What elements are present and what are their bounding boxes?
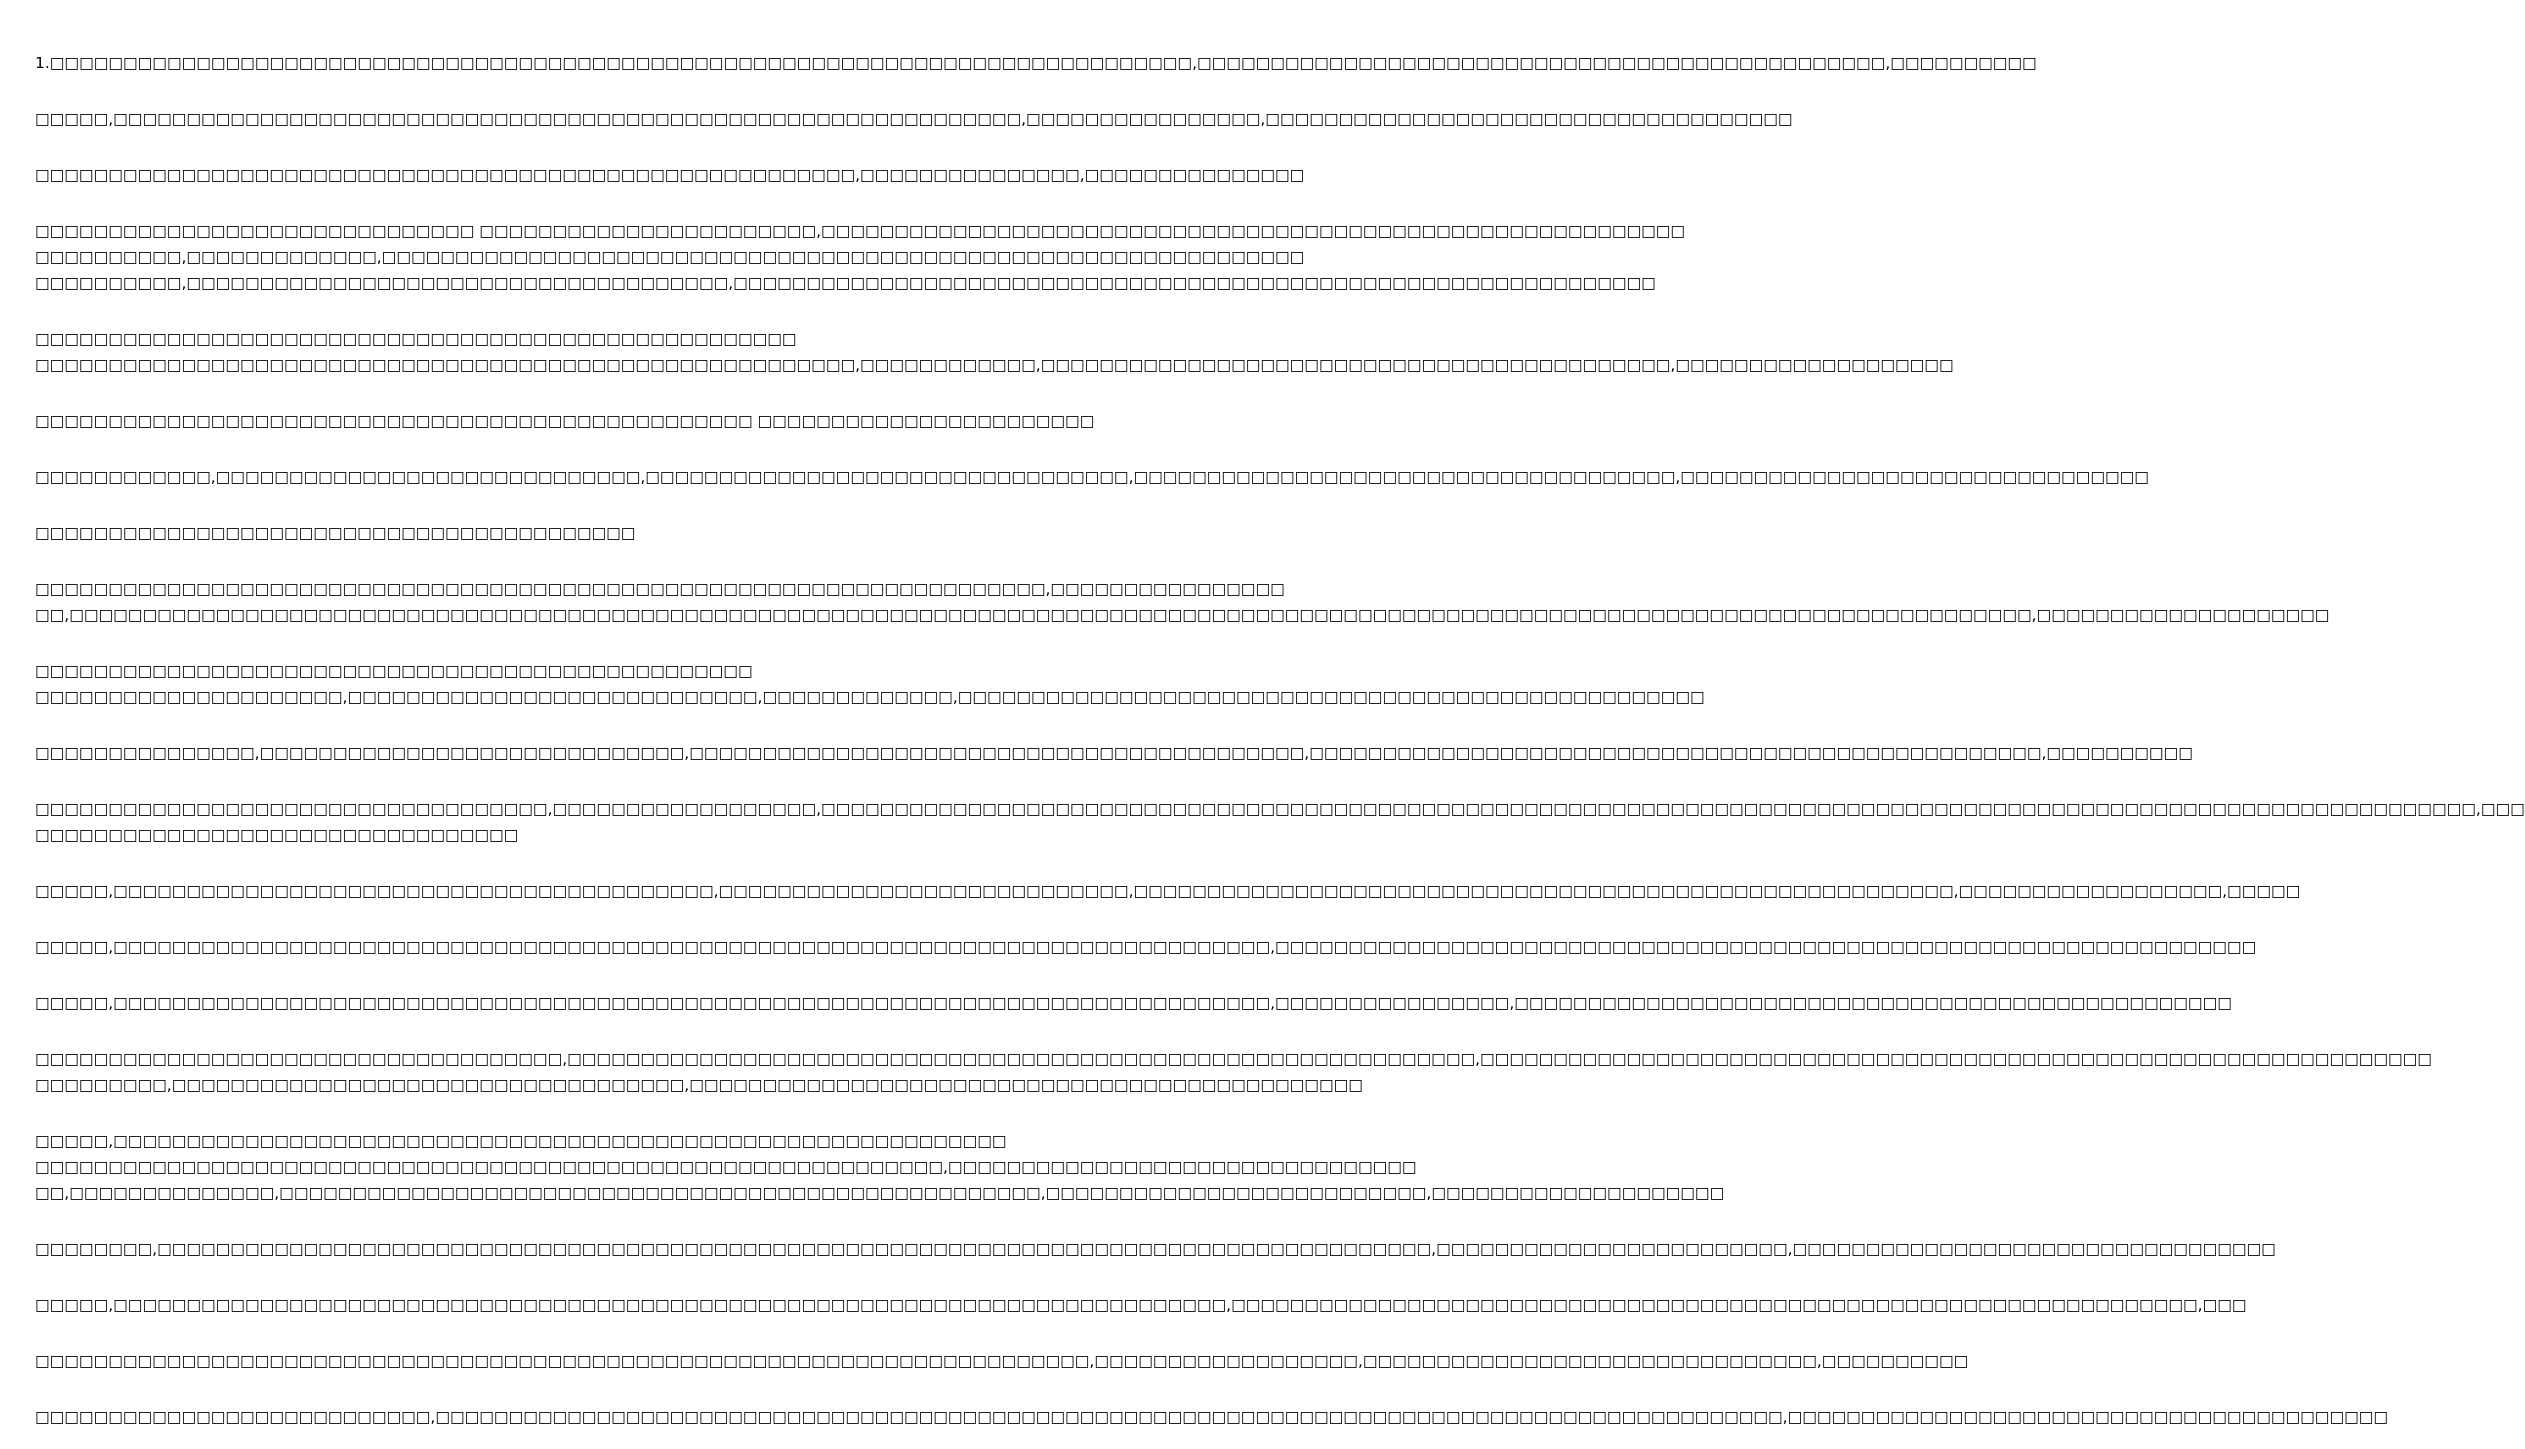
text-line: □□,□□□□□□□□□□□□□□□□□□□□□□□□□□□□□□□□□□□□□□□□□□□□□□□□□□□□□□□□□□□□□□□□□□□□□□□□□□□□□□□□□□□□□□□□□□□□□□□□□□□□□□□□□□□□□□□□□□□□□□□□□□□□□□□□□□□□□□,□□□□□□□□□□□□□□□□□□□□ bbox=[35, 606, 2330, 624]
paragraph bbox=[35, 1348, 1969, 1374]
paragraph bbox=[35, 326, 1954, 378]
paragraph bbox=[35, 576, 2330, 628]
text-line: □□□□□□□□□□□□□□□□□□□□□□□□□□□□□□□□□□□□□□□□□□□□□□□□□□□□□□□□,□□□□□□□□□□□□□□□,□□□□□□□□□□□□□□□ bbox=[35, 166, 1305, 184]
text-line: □□□□□□□□□□□□□□□□□□□□□□□□□□□□□□□□□ bbox=[35, 826, 519, 844]
paragraph-spacer bbox=[35, 766, 990, 796]
paragraph bbox=[35, 1046, 2432, 1098]
text-line: □□□□□□□□□□□□□□□□□□□□□□□□□□□□□□□□□□□□□□□□□□□□□□□□□□□□□□□□□□□□□□□□□□□□□,□□□□□□□□□□□□□□□□ bbox=[35, 580, 1285, 598]
paragraph-spacer bbox=[35, 848, 990, 878]
text-line: □□□□□□□□□□□□□□□□□□□□□□□□□□□□□□ □□□□□□□□□□□□□□□□□□□□□□□,□□□□□□□□□□□□□□□□□□□□□□□□□□□□□□□□□□□□□□□□□□□□□□□□□□□□□□□□□□□ bbox=[35, 222, 1686, 240]
paragraph-spacer bbox=[35, 1016, 990, 1046]
paragraph-spacer bbox=[35, 1374, 990, 1404]
paragraph bbox=[35, 1236, 2276, 1262]
paragraph bbox=[35, 218, 1686, 296]
paragraph-spacer bbox=[35, 1318, 990, 1348]
text-line: □□□□□□□□□□□□□□□□□□□□□□□□□□□□□□□□□□□□□□□□□□□□□□□□□□□□ bbox=[35, 330, 797, 348]
text-line: □□□□□,□□□□□□□□□□□□□□□□□□□□□□□□□□□□□□□□□□□□□□□□□□□□□□□□□□□□□□□□□□□□□ bbox=[35, 1132, 1007, 1150]
paragraph bbox=[35, 520, 990, 546]
paragraph-spacer bbox=[35, 1206, 990, 1236]
paragraph bbox=[35, 1292, 2247, 1318]
paragraph bbox=[35, 878, 2301, 904]
text-line: □□□□□□□□□□□□□□□□□□□□□□□□□□□□□□□□□□□□□□□□□□□□□□□□□ bbox=[35, 662, 753, 680]
text-line: 1.□□□□□□□□□□□□□□□□□□□□□□□□□□□□□□□□□□□□□□□□□□□□□□□□□□□□□□□□□□□□□□□□□□□□□□□□□□□□□□,□□□□□□□□□□□□□□□□□□□□□□□□□□□□□□□□□□□□□□□□□□□□□□□,□□□□□□□□□□ bbox=[35, 54, 2037, 72]
text-line: □□□□□□□□□□□□□□□,□□□□□□□□□□□□□□□□□□□□□□□□□□□□□,□□□□□□□□□□□□□□□□□□□□□□□□□□□□□□□□□□□□□□□□□□,□□□□□□□□□□□□□□□□□□□□□□□□□□□□□□□□□□□□□□□□□□□□□□□□□□,□□□□□□□□□□ bbox=[35, 744, 2193, 762]
text-line: □□□□□□□□□□,□□□□□□□□□□□□□□□□□□□□□□□□□□□□□□□□□□□□□,□□□□□□□□□□□□□□□□□□□□□□□□□□□□□□□□□□□□□□□□□□□□□□□□□□□□□□□□□□□□□□□ bbox=[35, 274, 1656, 292]
paragraph bbox=[35, 796, 2525, 848]
text-line: □□□□□□□□□□□□□□□□□□□□□□□□□□□□□□□□□□□□□□□□□ bbox=[35, 524, 636, 542]
text-line: □□□□□,□□□□□□□□□□□□□□□□□□□□□□□□□□□□□□□□□□□□□□□□□□□□□□□□□□□□□□□□□□□□□□□□□□□□□□□□□□□□,□□□□□□□□□□□□□□□□□□□□□□□□□□□□□□□□□□□□□□□□□□□□□□□□□□□□□□□□□□□□□□□□□□,□□□ bbox=[35, 1296, 2247, 1314]
paragraph bbox=[35, 464, 2149, 490]
text-line: □□□□□,□□□□□□□□□□□□□□□□□□□□□□□□□□□□□□□□□□□□□□□□□□□□□□□□□□□□□□□□□□□□□□□□□□□□□□□□□□□□□□□,□□□□□□□□□□□□□□□□,□□□□□□□□□□□□□□□□□□□□□□□□□□□□□□□□□□□□□□□□□□□□□□□□□ bbox=[35, 994, 2232, 1012]
paragraph-spacer bbox=[35, 378, 990, 408]
paragraph-spacer bbox=[35, 1098, 990, 1128]
paragraph bbox=[35, 934, 2257, 960]
paragraph bbox=[35, 50, 2037, 76]
paragraph bbox=[35, 106, 1793, 132]
paragraph-spacer bbox=[35, 296, 990, 326]
text-line: □□□□□□□□□□□□□□□□□□□□□□□□□□□□□□□□□□□□□□□□□□□□□□□□□□□□□□□□□□□□□□□□□□□□□□□□,□□□□□□□□□□□□□□□□□□,□□□□□□□□□□□□□□□□□□□□□□□□□□□□□□□,□□□□□□□□□□ bbox=[35, 1352, 1969, 1370]
paragraph bbox=[35, 658, 1705, 710]
paragraph-spacer bbox=[35, 1262, 990, 1292]
paragraph-spacer bbox=[35, 628, 990, 658]
text-line: □□□□□□□□□□□□,□□□□□□□□□□□□□□□□□□□□□□□□□□□□□,□□□□□□□□□□□□□□□□□□□□□□□□□□□□□□□□□,□□□□□□□□□□□□□□□□□□□□□□□□□□□□□□□□□□□□□,□□□□□□□□□□□□□□□□□□□□□□□□□□□□□□□□ bbox=[35, 468, 2149, 486]
document-body bbox=[35, 50, 2525, 1430]
text-line: □□□□□□□□□□□□□□□□□□□□□□□□□□□□□□□□□□□□□□□□□□□□□□□□□□□□□□□□□□□□□□,□□□□□□□□□□□□□□□□□□□□□□□□□□□□□□□□ bbox=[35, 1158, 1417, 1176]
text-line: □□□□□,□□□□□□□□□□□□□□□□□□□□□□□□□□□□□□□□□□□□□□□□□,□□□□□□□□□□□□□□□□□□□□□□□□□□□□,□□□□□□□□□□□□□□□□□□□□□□□□□□□□□□□□□□□□□□□□□□□□□□□□□□□□□□□□,□□□□□□□□□□□□□□□□□□,□□□□□ bbox=[35, 882, 2301, 900]
text-line: □□□□□□□□□□□□□□□□□□□□□□□□□□□□□□□□□□□,□□□□□□□□□□□□□□□□□□,□□□□□□□□□□□□□□□□□□□□□□□□□□□□□□□□□□□□□□□□□□□□□□□□□□□□□□□□□□□□□□□□□□□□□□□□□□□□□□□□□□□□□□□□□□□□□□□□□□□□□□□□□□□□□□□□□,□□□ bbox=[35, 800, 2525, 818]
text-line: □□□□□□□□□□□□□□□□□□□□□□□□□□□□□□□□□□□□,□□□□□□□□□□□□□□□□□□□□□□□□□□□□□□□□□□□□□□□□□□□□□□□□□□□□□□□□□□□□□□,□□□□□□□□□□□□□□□□□□□□□□□□□□□□□□□□□□□□□□□□□□□□□□□□□□□□□□□□□□□□□□□□□ bbox=[35, 1050, 2432, 1068]
text-line: □□,□□□□□□□□□□□□□□,□□□□□□□□□□□□□□□□□□□□□□□□□□□□□□□□□□□□□□□□□□□□□□□□□□□□,□□□□□□□□□□□□□□□□□□□□□□□□□□,□□□□□□□□□□□□□□□□□□□□ bbox=[35, 1184, 1725, 1202]
paragraph bbox=[35, 990, 2232, 1016]
paragraph-spacer bbox=[35, 960, 990, 990]
text-line: □□□□□□□□□□□□□□□□□□□□□□□□□□□□□□□□□□□□□□□□□□□□□□□□□□□□□□□□,□□□□□□□□□□□□,□□□□□□□□□□□□□□□□□□□□□□□□□□□□□□□□□□□□□□□□□□□,□□□□□□□□□□□□□□□□□□□ bbox=[35, 356, 1954, 374]
paragraph bbox=[35, 408, 1095, 434]
text-line: □□□□□,□□□□□□□□□□□□□□□□□□□□□□□□□□□□□□□□□□□□□□□□□□□□□□□□□□□□□□□□□□□□□□□□□□□□□□□□□□□□□□□,□□□□□□□□□□□□□□□□□□□□□□□□□□□□□□□□□□□□□□□□□□□□□□□□□□□□□□□□□□□□□□□□□□□ bbox=[35, 938, 2257, 956]
text-line: □□□□□□□□□□,□□□□□□□□□□□□□,□□□□□□□□□□□□□□□□□□□□□□□□□□□□□□□□□□□□□□□□□□□□□□□□□□□□□□□□□□□□□□□ bbox=[35, 248, 1305, 266]
paragraph-spacer bbox=[35, 546, 990, 576]
text-line: □□□□□□□□□,□□□□□□□□□□□□□□□□□□□□□□□□□□□□□□□□□□□,□□□□□□□□□□□□□□□□□□□□□□□□□□□□□□□□□□□□□□□□□□□□□□ bbox=[35, 1076, 1363, 1094]
text-line: □□□□□□□□□□□□□□□□□□□□□,□□□□□□□□□□□□□□□□□□□□□□□□□□□□,□□□□□□□□□□□□□,□□□□□□□□□□□□□□□□□□□□□□□□□□□□□□□□□□□□□□□□□□□□□□□□□□□ bbox=[35, 688, 1705, 706]
paragraph-spacer bbox=[35, 132, 990, 162]
paragraph bbox=[35, 1128, 1725, 1206]
text-line: □□□□□,□□□□□□□□□□□□□□□□□□□□□□□□□□□□□□□□□□□□□□□□□□□□□□□□□□□□□□□□□□□□□□,□□□□□□□□□□□□□□□□,□□□□□□□□□□□□□□□□□□□□□□□□□□□□□□□□□□□□ bbox=[35, 110, 1793, 128]
paragraph bbox=[35, 162, 1305, 188]
paragraph bbox=[35, 1404, 2389, 1430]
paragraph bbox=[35, 740, 2193, 766]
paragraph-spacer bbox=[35, 434, 990, 464]
paragraph-spacer bbox=[35, 76, 990, 106]
paragraph-spacer bbox=[35, 490, 990, 520]
text-line: □□□□□□□□,□□□□□□□□□□□□□□□□□□□□□□□□□□□□□□□□□□□□□□□□□□□□□□□□□□□□□□□□□□□□□□□□□□□□□□□□□□□□□□□□□□□□□□□,□□□□□□□□□□□□□□□□□□□□□□□□,□□□□□□□□□□□□□□□□□□□□□□□□□□□□□□□□□ bbox=[35, 1240, 2276, 1258]
text-line: □□□□□□□□□□□□□□□□□□□□□□□□□□□,□□□□□□□□□□□□□□□□□□□□□□□□□□□□□□□□□□□□□□□□□□□□□□□□□□□□□□□□□□□□□□□□□□□□□□□□□□□□□□□□□□□□□□□□□□□□,□□□□□□□□□□□□□□□□□□□□□□□□□□□□□□□□□□□□□□□□□ bbox=[35, 1408, 2389, 1426]
paragraph-spacer bbox=[35, 710, 990, 740]
paragraph-spacer bbox=[35, 188, 990, 218]
text-line: □□□□□□□□□□□□□□□□□□□□□□□□□□□□□□□□□□□□□□□□□□□□□□□□□ □□□□□□□□□□□□□□□□□□□□□□□ bbox=[35, 412, 1095, 430]
paragraph-spacer bbox=[35, 904, 990, 934]
